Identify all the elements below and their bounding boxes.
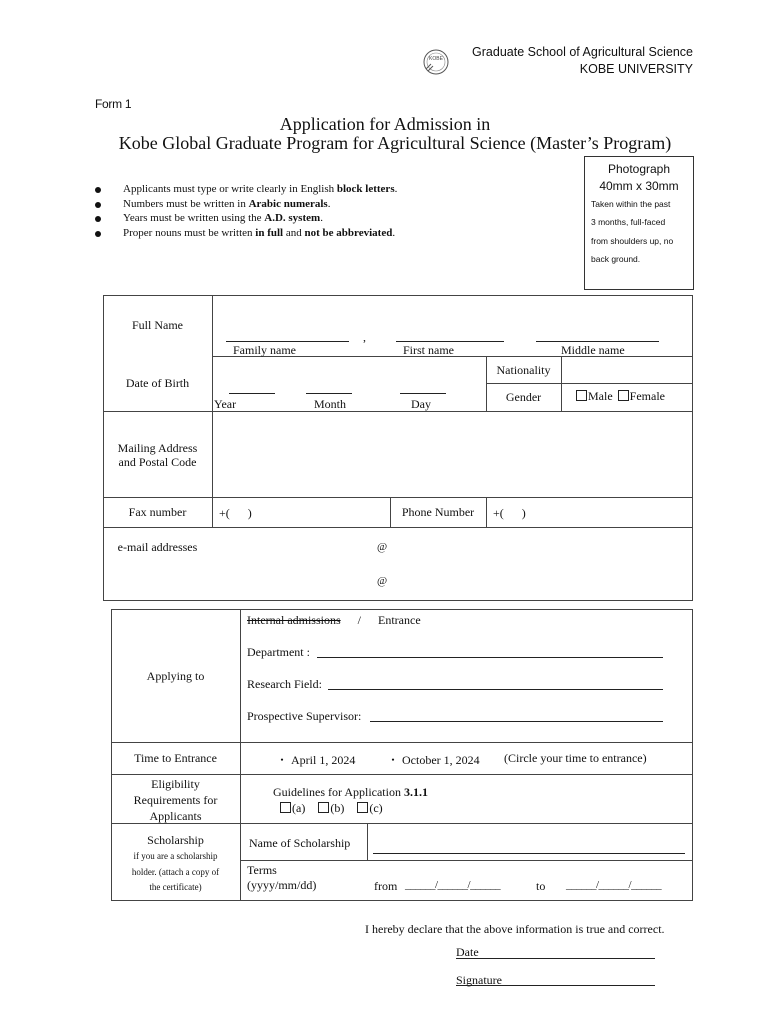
internal-admissions-option[interactable]: Internal admissions (247, 613, 341, 627)
table-divider (240, 860, 693, 861)
from-label: from (374, 879, 398, 893)
supervisor-field[interactable] (370, 721, 663, 722)
bullet-icon (95, 216, 101, 222)
option-b-checkbox[interactable] (318, 802, 329, 813)
instruction-text: Proper nouns must be written (123, 226, 256, 239)
research-field-label: Research Field: (247, 677, 322, 691)
admission-type (247, 613, 421, 628)
guidelines-label: Guidelines for Application (273, 785, 404, 799)
first-name-label: First name (403, 343, 454, 357)
day-label: Day (411, 397, 431, 411)
birth-day-field[interactable] (400, 393, 446, 394)
instruction-text: Numbers must be written in (123, 197, 249, 210)
table-divider (486, 383, 693, 384)
bullet-icon (95, 231, 101, 237)
mailing-address-field[interactable] (213, 412, 692, 496)
photo-title: Photograph (607, 162, 671, 176)
terms-format-label: (yyyy/mm/dd) (247, 878, 317, 892)
admission-separator: / (357, 613, 361, 627)
scholarship-note: holder. (attach a copy of (131, 867, 220, 877)
option-c-label: (c) (369, 801, 383, 815)
instruction-emphasis: not be abbreviated (304, 226, 393, 239)
instruction-text: . (327, 197, 331, 210)
supervisor-label: Prospective Supervisor: (247, 709, 362, 723)
guidelines-text (273, 785, 428, 800)
svg-text:KOBE: KOBE (429, 56, 443, 62)
gender-label: Gender (505, 390, 542, 404)
photo-note: 3 months, full-faced (591, 217, 666, 227)
full-name-label: Full Name (132, 318, 183, 332)
email-field-2[interactable]: @ (377, 575, 388, 587)
table-divider (111, 742, 693, 743)
email-field-1[interactable]: @ (377, 541, 388, 553)
name-comma: , (363, 330, 366, 344)
entrance-option[interactable]: Entrance (378, 613, 421, 627)
instruction-text: . (392, 226, 396, 239)
option-b-label: (b) (330, 801, 345, 815)
department-field[interactable] (317, 657, 663, 658)
female-checkbox[interactable] (618, 390, 629, 401)
birth-month-field[interactable] (306, 393, 352, 394)
declaration-statement: I hereby declare that the above information is true and correct. (365, 922, 665, 936)
scholarship-note: the certificate) (149, 882, 202, 892)
university-name: KOBE UNIVERSITY (579, 62, 693, 76)
to-date-field[interactable]: ______/______/______ (566, 879, 662, 891)
table-divider (103, 497, 693, 498)
photo-note: from shoulders up, no (591, 236, 674, 246)
form-title-line2: Kobe Global Graduate Program for Agricultural Science (Master’s Program) (118, 133, 672, 153)
guidelines-section: 3.1.1 (403, 785, 428, 799)
instruction-text: Years must be written using the (123, 212, 265, 224)
to-label: to (536, 879, 546, 893)
instruction-text: . (394, 183, 398, 195)
male-checkbox[interactable] (576, 390, 587, 401)
date-of-birth-label: Date of Birth (125, 376, 190, 390)
table-divider (111, 774, 693, 775)
time-to-entrance-label: Time to Entrance (134, 751, 217, 765)
date-label: Date (456, 945, 479, 959)
form-number: Form 1 (95, 97, 132, 111)
from-date-field[interactable]: ______/______/______ (405, 879, 501, 891)
female-label: Female (629, 389, 665, 403)
table-divider (367, 823, 368, 860)
date-field[interactable] (456, 958, 655, 959)
research-field-input[interactable] (328, 689, 663, 690)
instruction-emphasis: A.D. system (264, 212, 321, 224)
family-name-label: Family name (233, 343, 296, 357)
signature-label: Signature (456, 973, 502, 987)
option-a-label: (a) (292, 801, 306, 815)
eligibility-label-2: Requirements for (133, 793, 218, 807)
entrance-option-october[interactable]: ・ October 1, 2024 (387, 753, 480, 767)
first-name-field[interactable] (396, 341, 504, 342)
circle-note: (Circle your time to entrance) (504, 751, 647, 765)
instruction-text: Applicants must type or write clearly in English (123, 183, 337, 195)
phone-label: Phone Number (401, 505, 475, 519)
scholarship-label: Scholarship (147, 833, 204, 847)
school-name: Graduate School of Agricultural Science (472, 45, 693, 59)
month-label: Month (314, 397, 347, 411)
eligibility-label-1: Eligibility (151, 777, 200, 791)
mailing-address-label-2: and Postal Code (118, 455, 197, 469)
mailing-address-label-1: Mailing Address (117, 441, 198, 455)
year-label: Year (214, 397, 237, 411)
terms-label: Terms (247, 863, 277, 877)
photo-size: 40mm x 30mm (599, 179, 679, 193)
phone-field[interactable]: +( ) (493, 506, 526, 520)
male-label: Male (588, 389, 613, 403)
nationality-field[interactable] (562, 357, 692, 383)
eligibility-label-3: Applicants (149, 809, 202, 823)
instruction-text: . (320, 212, 323, 224)
applying-to-label: Applying to (146, 669, 205, 683)
middle-name-label: Middle name (561, 343, 625, 357)
fax-label: Fax number (128, 505, 187, 519)
option-a-checkbox[interactable] (280, 802, 291, 813)
nationality-label: Nationality (496, 363, 551, 377)
email-label: e-mail addresses (117, 540, 198, 554)
instruction-text: and (283, 226, 305, 239)
kobe-university-logo (421, 47, 451, 77)
department-label: Department : (247, 645, 310, 659)
table-divider (486, 497, 487, 527)
bullet-icon (95, 202, 101, 208)
instruction-emphasis: in full (255, 226, 284, 239)
photo-note: Taken within the past (591, 199, 671, 209)
scholarship-name-field[interactable] (373, 853, 685, 854)
middle-name-field[interactable] (536, 341, 659, 342)
instruction-emphasis: block letters (336, 183, 395, 195)
family-name-field[interactable] (226, 341, 349, 342)
table-divider (103, 527, 693, 528)
photograph-box[interactable] (584, 156, 694, 290)
entrance-option-april[interactable]: ・ April 1, 2024 (276, 753, 356, 767)
table-divider (240, 609, 241, 901)
eligibility-options (280, 801, 383, 816)
option-c-checkbox[interactable] (357, 802, 368, 813)
gender-options (576, 389, 665, 404)
fax-field[interactable]: +( ) (219, 506, 252, 520)
scholarship-note: if you are a scholarship (133, 851, 218, 861)
name-of-scholarship-label: Name of Scholarship (249, 836, 351, 850)
form-title-line1: Application for Admission in (279, 114, 491, 134)
photo-note: back ground. (591, 254, 641, 264)
signature-field[interactable] (456, 985, 655, 986)
bullet-icon (95, 187, 101, 193)
instruction-emphasis: Arabic numerals (248, 197, 328, 210)
birth-year-field[interactable] (229, 393, 275, 394)
